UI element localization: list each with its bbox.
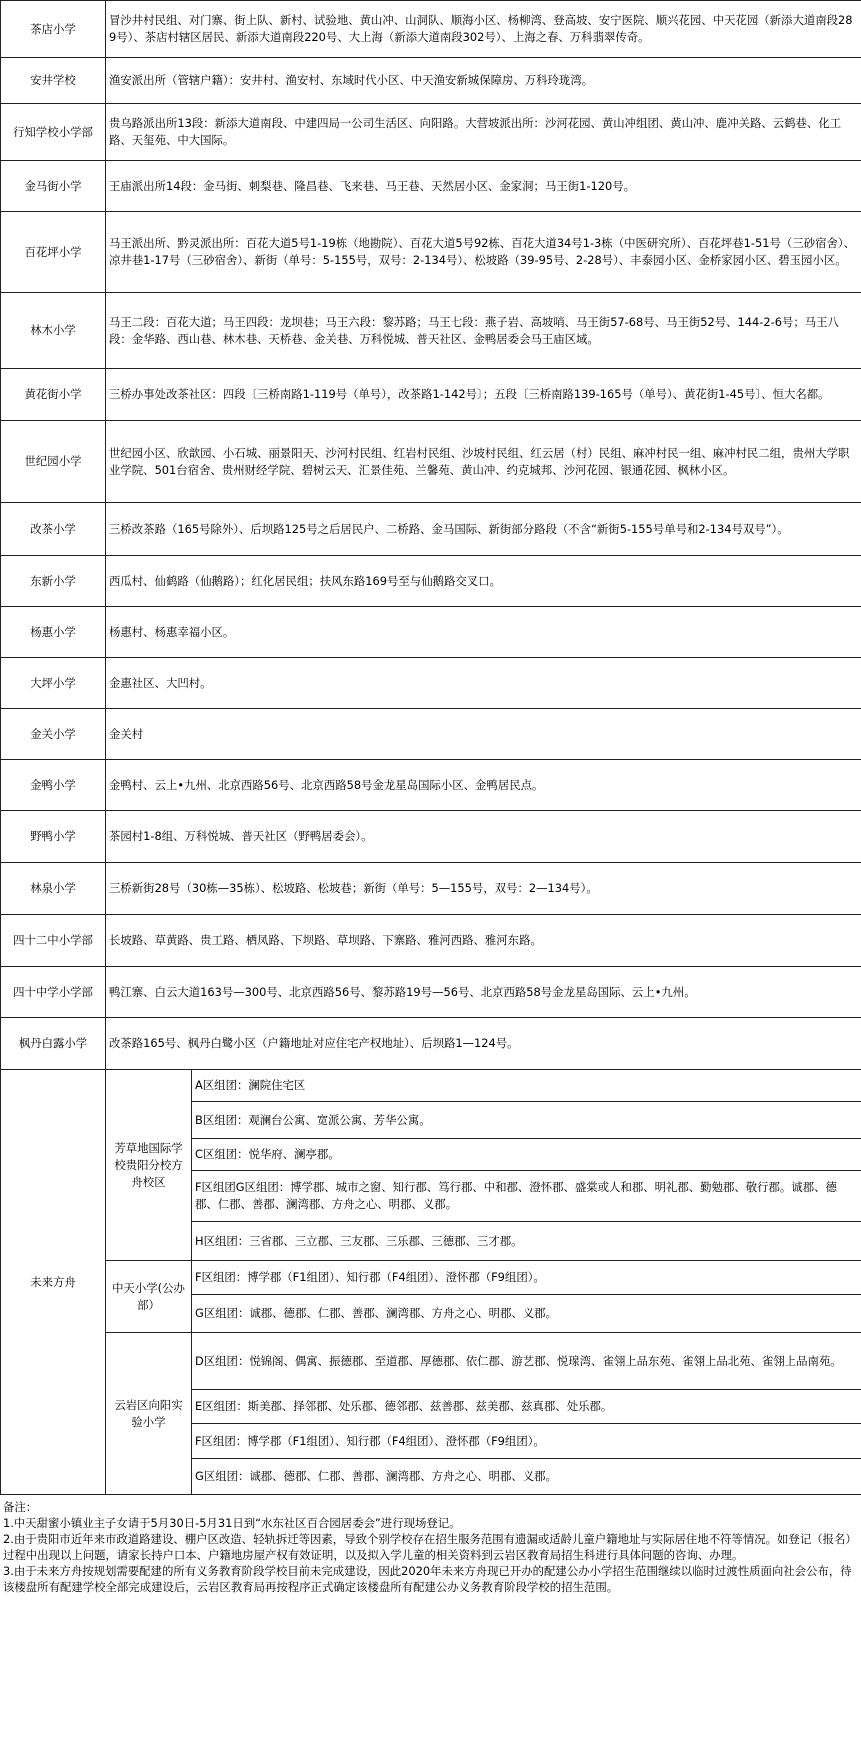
sub-school-name-cell: 中天小学(公办部） <box>106 1261 192 1333</box>
enrollment-area-cell: 冒沙井村民组、对门寨、街上队、新村、试验地、黄山冲、山洞队、顺海小区、杨柳湾、登高坡、安宁医院、顺兴花园、中天花园（新添大道南段289号）、茶店村辖区居民、新添大道南段220号、大上海（新添大道南段302号）、上海之春、万科翡翠传奇。 <box>106 1 861 58</box>
group-area-cell: F区组团：博学郡（F1组团）、知行郡（F4组团）、澄怀郡（F9组团）。 <box>192 1261 861 1295</box>
group-area-cell: G区组团：诚郡、德郡、仁郡、善郡、澜湾郡、方舟之心、明郡、义郡。 <box>192 1459 861 1495</box>
future-group-row <box>1 1333 861 1390</box>
sub-school-name-cell: 云岩区向阳实验小学 <box>106 1333 192 1495</box>
table-row <box>1 161 861 212</box>
table-row <box>1 760 861 811</box>
table-row <box>1 607 861 658</box>
note-item: 3.由于未来方舟按规划需要配建的所有义务教育阶段学校目前未完成建设，因此2020年未来方舟现已开办的配建公办小学招生范围继续以临时过渡性质面向社会公布，待该楼盘所有配建学校全部完成建设后，云岩区教育局再按程序正式确定该楼盘所有配建公办义务教育阶段学校的招生范围。 <box>3 1564 852 1594</box>
enrollment-table-body <box>1 1 861 1495</box>
note-item: 2.由于贵阳市近年来市政道路建设、棚户区改造、轻轨拆迁等因素，导致个别学校存在招生服务范围有遗漏或适龄儿童户籍地址与实际居住地不符等情况。如登记（报名）过程中出现以上问题，请家长持户口本、户籍地房屋产权有效证明，以及拟入学儿童的相关资料到云岩区教育局招生科进行具体问题的咨询、办理。 <box>3 1532 857 1562</box>
enrollment-area-cell: 长坡路、草黄路、贵工路、栖凤路、下坝路、草坝路、下寨路、雅河西路、雅河东路。 <box>106 915 861 967</box>
table-row <box>1 503 861 556</box>
enrollment-area-cell: 杨惠村、杨惠幸福小区。 <box>106 607 861 658</box>
school-name-cell: 东新小学 <box>1 556 106 607</box>
enrollment-area-cell: 渔安派出所（管辖户籍）：安井村、渔安村、东域时代小区、中天渔安新城保障房、万科玲珑湾。 <box>106 58 861 104</box>
group-area-cell: G区组团：诚郡、德郡、仁郡、善郡、澜湾郡、方舟之心、明郡、义郡。 <box>192 1295 861 1333</box>
table-row <box>1 369 861 421</box>
enrollment-area-cell: 三桥新街28号（30栋—35栋）、松坡路、松坡巷；新街（单号：5—155号，双号：2—134号）。 <box>106 863 861 915</box>
group-area-cell: E区组团：斯美郡、择邻郡、处乐郡、德邻郡、兹善郡、兹美郡、兹真郡、处乐郡。 <box>192 1390 861 1424</box>
group-area-cell: H区组团：三省郡、三立郡、三友郡、三乐郡、三德郡、三才郡。 <box>192 1222 861 1261</box>
school-name-cell: 茶店小学 <box>1 1 106 58</box>
note-item: 1.中天甜蜜小镇业主子女请于5月30日-5月31日到“水东社区百合园居委会”进行现场登记。 <box>3 1516 461 1530</box>
table-row <box>1 293 861 369</box>
enrollment-area-cell: 西瓜村、仙鹤路（仙鹅路）；红化居民组；扶风东路169号至与仙鹅路交叉口。 <box>106 556 861 607</box>
notes-heading: 备注： <box>3 1500 38 1514</box>
enrollment-area-cell: 马王二段：百花大道；马王四段：龙坝巷；马王六段：黎苏路；马王七段：燕子岩、高坡哨、马王街57-68号、马王街52号、144-2-6号；马王八段：金华路、西山巷、林木巷、天桥巷、金关巷、万科悦城、普天社区、金鸭居委会马王庙区域。 <box>106 293 861 369</box>
enrollment-area-cell: 鸭江寨、白云大道163号—300号、北京西路56号、黎苏路19号—56号、北京西路58号金龙星岛国际、云上•九州。 <box>106 967 861 1018</box>
enrollment-area-cell: 贵乌路派出所13段：新添大道南段、中建四局一公司生活区、向阳路。大营坡派出所：沙河花园、黄山冲组团、黄山冲、鹿冲关路、云鹤巷、化工路、天玺苑、中大国际。 <box>106 104 861 161</box>
school-name-cell: 金马街小学 <box>1 161 106 212</box>
school-name-cell: 大坪小学 <box>1 658 106 709</box>
enrollment-area-cell: 马王派出所、黔灵派出所：百花大道5号1-19栋（地勘院）、百花大道5号92栋、百花大道34号1-3栋（中医研究所）、百花坪巷1-51号（三砂宿舍）、凉井巷1-17号（三砂宿舍）、新街（单号：5-155号，双号：2-134号）、松坡路（39-95号、2-28号）、丰泰园小区、金桥家园小区、碧玉园小区。 <box>106 212 861 293</box>
school-name-cell: 金鸭小学 <box>1 760 106 811</box>
group-area-cell: C区组团：悦华府、澜亭郡。 <box>192 1139 861 1171</box>
table-row <box>1 1018 861 1070</box>
table-row <box>1 104 861 161</box>
future-ark-label-cell: 未来方舟 <box>1 1070 106 1495</box>
school-name-cell: 枫丹白露小学 <box>1 1018 106 1070</box>
table-row <box>1 421 861 503</box>
group-area-cell: F区组团G区组团：博学郡、城市之窗、知行郡、笃行郡、中和郡、澄怀郡、盛棠或人和郡、明礼郡、勤勉郡、敬行郡。诚郡、德郡、仁郡、善郡、澜湾郡、方舟之心、明郡、义郡。 <box>192 1171 861 1222</box>
table-row <box>1 709 861 760</box>
school-name-cell: 野鸭小学 <box>1 811 106 863</box>
enrollment-area-cell: 茶园村1-8组、万科悦城、普天社区（野鸭居委会）。 <box>106 811 861 863</box>
enrollment-area-cell: 王庙派出所14段：金马街、刺梨巷、隆昌巷、飞来巷、马王巷、天然居小区、金家洞；马王街1-120号。 <box>106 161 861 212</box>
school-name-cell: 金关小学 <box>1 709 106 760</box>
enrollment-area-cell: 金惠社区、大凹村。 <box>106 658 861 709</box>
group-area-cell: B区组团：观澜台公寓、宽派公寓、芳华公寓。 <box>192 1102 861 1139</box>
school-name-cell: 百花坪小学 <box>1 212 106 293</box>
school-name-cell: 四十中学小学部 <box>1 967 106 1018</box>
group-area-cell: F区组团：博学郡（F1组团）、知行郡（F4组团）、澄怀郡（F9组团）。 <box>192 1424 861 1459</box>
school-name-cell: 林泉小学 <box>1 863 106 915</box>
future-group-row <box>1 1261 861 1295</box>
table-row <box>1 1 861 58</box>
school-name-cell: 改茶小学 <box>1 503 106 556</box>
enrollment-area-cell: 世纪园小区、欣歆园、小石城、丽景阳天、沙河村民组、红岩村民组、沙坡村民组、红云居（村）民组、麻冲村民一组、麻冲村民二组，贵州大学职业学院、501台宿舍、贵州财经学院、碧树云天、汇景佳苑、兰馨苑、黄山冲、约克城邦、沙河花园、银通花园、枫林小区。 <box>106 421 861 503</box>
group-area-cell: A区组团：澜院住宅区 <box>192 1070 861 1102</box>
school-name-cell: 安井学校 <box>1 58 106 104</box>
school-name-cell: 世纪园小学 <box>1 421 106 503</box>
future-group-row <box>1 1070 861 1102</box>
enrollment-area-cell: 金关村 <box>106 709 861 760</box>
enrollment-area-cell: 三桥改茶路（165号除外）、后坝路125号之后居民户、二桥路、金马国际、新街部分路段（不含“新街5-155号单号和2-134号双号”）。 <box>106 503 861 556</box>
group-area-cell: D区组团：悦锦阁、偶寓、振德郡、至道郡、厚德郡、依仁郡、游艺郡、悦瑔湾、雀翎上品东苑、雀翎上品北苑、雀翎上品南苑。 <box>192 1333 861 1390</box>
table-row <box>1 811 861 863</box>
school-name-cell: 黄花街小学 <box>1 369 106 421</box>
notes-list <box>3 1515 858 1595</box>
table-row <box>1 863 861 915</box>
enrollment-area-cell: 三桥办事处改茶社区：四段〔三桥南路1-119号（单号），改茶路1-142号〕；五段〔三桥南路139-165号（单号）、黄花街1-45号〕、恒大名都。 <box>106 369 861 421</box>
table-row <box>1 58 861 104</box>
table-row <box>1 915 861 967</box>
school-name-cell: 四十二中小学部 <box>1 915 106 967</box>
table-row <box>1 658 861 709</box>
school-name-cell: 杨惠小学 <box>1 607 106 658</box>
table-row <box>1 556 861 607</box>
school-name-cell: 林木小学 <box>1 293 106 369</box>
enrollment-area-cell: 金鸭村、云上•九州、北京西路56号、北京西路58号金龙星岛国际小区、金鸭居民点。 <box>106 760 861 811</box>
table-row <box>1 212 861 293</box>
school-name-cell: 行知学校小学部 <box>1 104 106 161</box>
notes-section <box>0 1495 861 1595</box>
table-row <box>1 967 861 1018</box>
sub-school-name-cell: 芳草地国际学校贵阳分校方舟校区 <box>106 1070 192 1261</box>
enrollment-area-cell: 改茶路165号、枫丹白鹭小区（户籍地址对应住宅产权地址）、后坝路1—124号。 <box>106 1018 861 1070</box>
